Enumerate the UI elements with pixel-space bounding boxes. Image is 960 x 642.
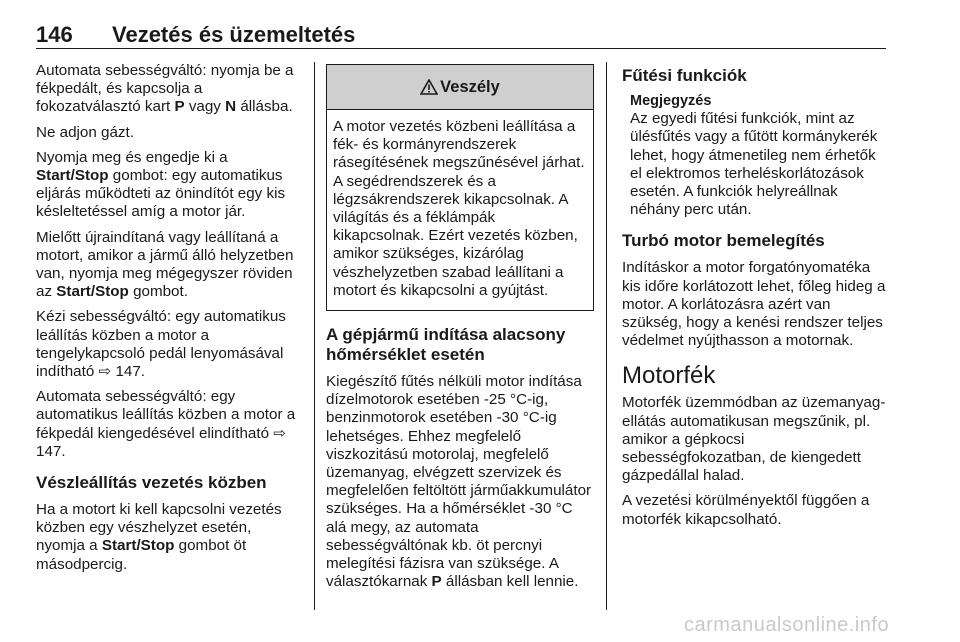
page-number: 146	[36, 22, 73, 47]
gear-p-label: P	[174, 98, 185, 116]
page-title: Vezetés és üzemeltetés	[112, 22, 356, 47]
gear-p-label: P	[431, 573, 442, 591]
danger-box	[326, 64, 594, 311]
paragraph-start-stop: Nyomja meg és engedje ki a Start/Stop gombot: egy automatikus eljárás működteti az önindítót egy kis késleltetéssel amíg a motor jár.	[36, 148, 286, 221]
column-divider	[606, 62, 607, 610]
note-box	[622, 92, 890, 219]
paragraph-automatic-start: Automata sebességváltó: nyomja be a fékpedált, és kapcsolja a fokozatválasztó kart P vagy N állásba.	[36, 62, 294, 116]
watermark: carmanualsonline.info	[684, 614, 890, 636]
section-heading-emergency: Vészleállítás vezetés közben	[36, 473, 267, 493]
start-stop-label: Start/Stop	[56, 283, 129, 301]
page-reference-link[interactable]: 147.	[36, 442, 66, 460]
danger-box-header	[327, 65, 593, 110]
paragraph-engine-brake-1: Motorfék üzemmódban az üzemanyag-ellátás automatikusan megszűnik, pl. amikor a gépkocsi sebességfokozatban, de kiengedett gázpedállal halad.	[622, 394, 886, 485]
warning-triangle-icon	[420, 79, 438, 95]
page-reference-icon: ⇨	[273, 424, 287, 442]
paragraph-emergency: Ha a motort ki kell kapcsolni vezetés közben egy vészhelyzet esetén, nyomja a Start/Stop gombot öt másodpercig.	[36, 501, 282, 573]
section-heading-turbo: Turbó motor bemelegítés	[622, 231, 825, 251]
page-header	[36, 14, 886, 49]
section-heading-engine-brake: Motorfék	[622, 362, 716, 390]
column-2	[326, 62, 594, 598]
column-1	[36, 62, 304, 581]
page-reference-icon: ⇨	[98, 363, 116, 381]
section-heading-cold-start: A gépjármű indítása alacsony hőmérséklet esetén	[326, 325, 566, 365]
paragraph-engine-brake-2: A vezetési körülményektől függően a motorfék kikapcsolható.	[622, 492, 870, 528]
note-label: Megjegyzés	[630, 93, 712, 109]
paragraph-manual-gearbox: Kézi sebességváltó: egy automatikus leállítás közben a motor a tengelykapcsoló pedál lenyomásával indítható ⇨ 147.	[36, 308, 286, 381]
danger-box-text: A motor vezetés közbeni leállítása a fék- és kormányrendszerek rásegítésének megszűnésével járhat. A segédrendszerek és a légzsákrendszerek kikapcsolnak. A világítás és a féklámpák kikapcsolnak. Ezért vezetés közben, amikor szükséges, kizárólag vészhelyzetben szabad leállítani a motort és kikapcsolni a gyújtást.	[333, 118, 585, 299]
column-3	[622, 62, 890, 536]
gear-n-label: N	[225, 98, 237, 116]
start-stop-label: Start/Stop	[101, 537, 175, 555]
paragraph-turbo: Indításkor a motor forgatónyomatéka kis időre korlátozott lehet, főleg hideg a motor. A korlátozásra azért van szükség, hogy a kenési rendszer teljes védelmet nyújthasson a motornak.	[622, 259, 886, 350]
paragraph-no-throttle: Ne adjon gázt.	[36, 123, 134, 141]
paragraph-automatic-gearbox: Automata sebességváltó: egy automatikus leállítás közben a motor a fékpedál kiengedésével elindítható ⇨ 147.	[36, 388, 296, 460]
start-stop-label: Start/Stop	[36, 167, 109, 185]
danger-box-title: Veszély	[440, 77, 500, 96]
column-divider	[314, 62, 315, 610]
note-text: Az egyedi fűtési funkciók, mint az ülésfűtés vagy a fűtött kormánykerék lehet, hogy átmenetileg nem érhetők el elektromos terheléskorlátozások esetén. A funkciók helyreállnak néhány perc után.	[630, 110, 878, 219]
page-reference-link[interactable]: 147.	[115, 363, 146, 381]
section-heading-heating: Fűtési funkciók	[622, 66, 747, 85]
paragraph-cold-start: Kiegészítő fűtés nélküli motor indítása dízelmotorok esetében -25 °C-ig, benzinmotorok esetében -30 °C-ig lehetséges. Ehhez megfelelő viszkozitású motorolaj, megfelelő üzemanyag, elvégzett szervizek és megfelelően feltöltött járműakkumulátor szükséges. Ha a hőmérséklet -30 °C alá megy, az automata sebességváltónak kb. öt percnyi melegítési fázisra van szüksége. A választókarnak P állásban kell lennie.	[326, 373, 592, 591]
paragraph-restart: Mielőtt újraindítaná vagy leállítaná a motort, amikor a jármű álló helyzetben van, nyomja meg mégegyszer röviden az Start/Stop gombot.	[36, 228, 294, 301]
